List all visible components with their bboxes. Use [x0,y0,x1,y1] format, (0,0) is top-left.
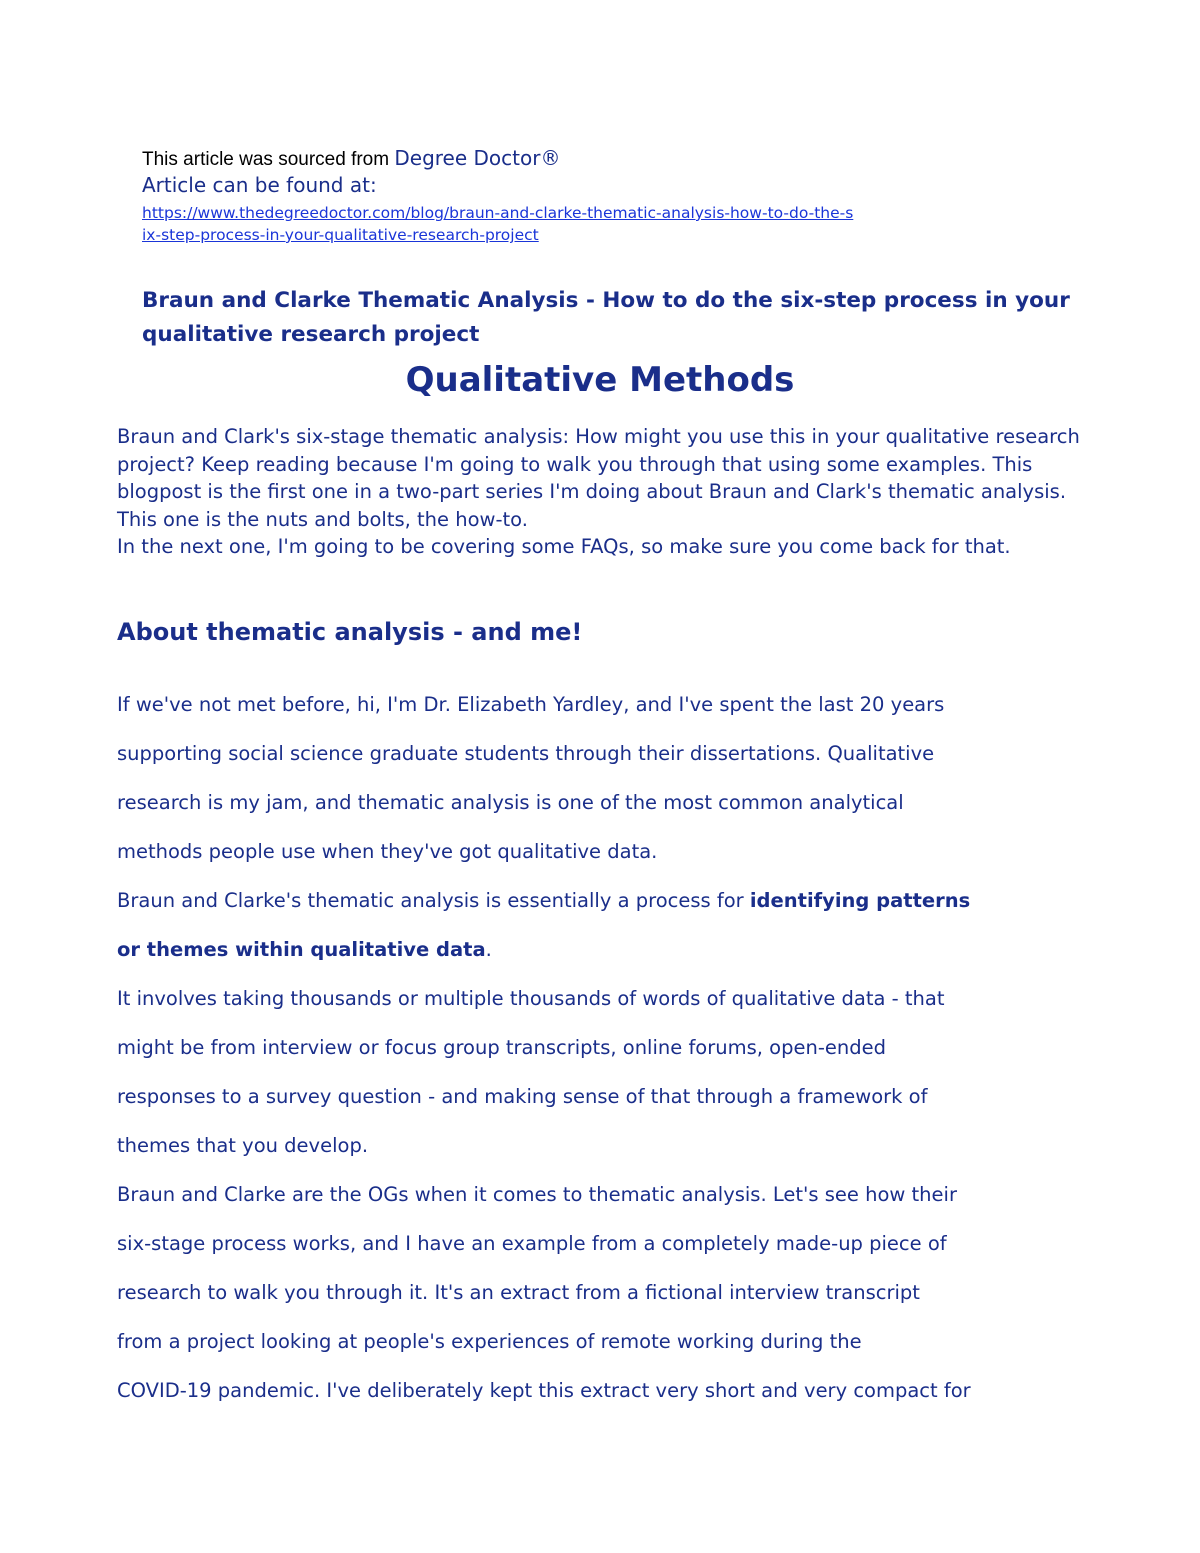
source-url-link[interactable] [142,202,1060,246]
emphasis-text: identifying patterns [749,889,971,912]
source-url-line2[interactable]: ix-step-process-in-your-qualitative-research-project [142,226,539,244]
body-line: supporting social science graduate students through their dissertations. Qualitative [117,742,935,765]
body-line: If we've not met before, hi, I'm Dr. Elizabeth Yardley, and I've spent the last 20 years [117,693,945,716]
source-url-line1[interactable]: https://www.thedegreedoctor.com/blog/braun-and-clarke-thematic-analysis-how-to-do-the-s [142,204,854,222]
intro-paragraph-2: In the next one, I'm going to be covering some FAQs, so make sure you come back for that. [117,535,1011,558]
emphasis-text: or themes within qualitative data [117,938,486,961]
body-line: themes that you develop. [117,1134,369,1157]
section-heading: About thematic analysis - and me! [117,618,583,646]
body-line: research is my jam, and thematic analysis is one of the most common analytical [117,791,904,814]
body-line: Braun and Clarke are the OGs when it comes to thematic analysis. Let's see how their [117,1183,957,1206]
body-text [117,680,1085,1415]
body-line-text: . [485,938,492,961]
body-line [117,876,1085,925]
body-line: six-stage process works, and I have an example from a completely made-up piece of [117,1232,947,1255]
body-line: responses to a survey question - and making sense of that through a framework of [117,1085,928,1108]
intro-paragraph-1: Braun and Clark's six-stage thematic analysis: How might you use this in your qualitative research project? Keep reading because I'm going to walk you through that using some examples. This blogpost is the first one in a two-part series I'm doing about Braun and Clark's thematic analysis. This one is the nuts and bolts, the how-to. [117,425,1080,531]
intro-section [117,423,1085,561]
source-prefix: This article was sourced from [142,149,395,170]
article-title: Braun and Clarke Thematic Analysis - How to do the six-step process in your qualitative research project [142,288,1070,347]
source-brand: Degree Doctor® [394,146,561,170]
body-line: from a project looking at people's experiences of remote working during the [117,1330,862,1353]
body-line: COVID-19 pandemic. I've deliberately kept this extract very short and very compact for [117,1379,971,1402]
body-line-text: Braun and Clarke's thematic analysis is essentially a process for [117,889,750,912]
found-at-label: Article can be found at: [142,173,377,197]
body-line: methods people use when they've got qualitative data. [117,840,658,863]
body-line: It involves taking thousands or multiple thousands of words of qualitative data - that [117,987,945,1010]
main-heading: Qualitative Methods [405,360,795,400]
body-line [117,925,1085,974]
source-attribution [142,146,1062,246]
source-line [142,146,1062,172]
body-line: might be from interview or focus group transcripts, online forums, open-ended [117,1036,886,1059]
body-line: research to walk you through it. It's an extract from a fictional interview transcript [117,1281,920,1304]
